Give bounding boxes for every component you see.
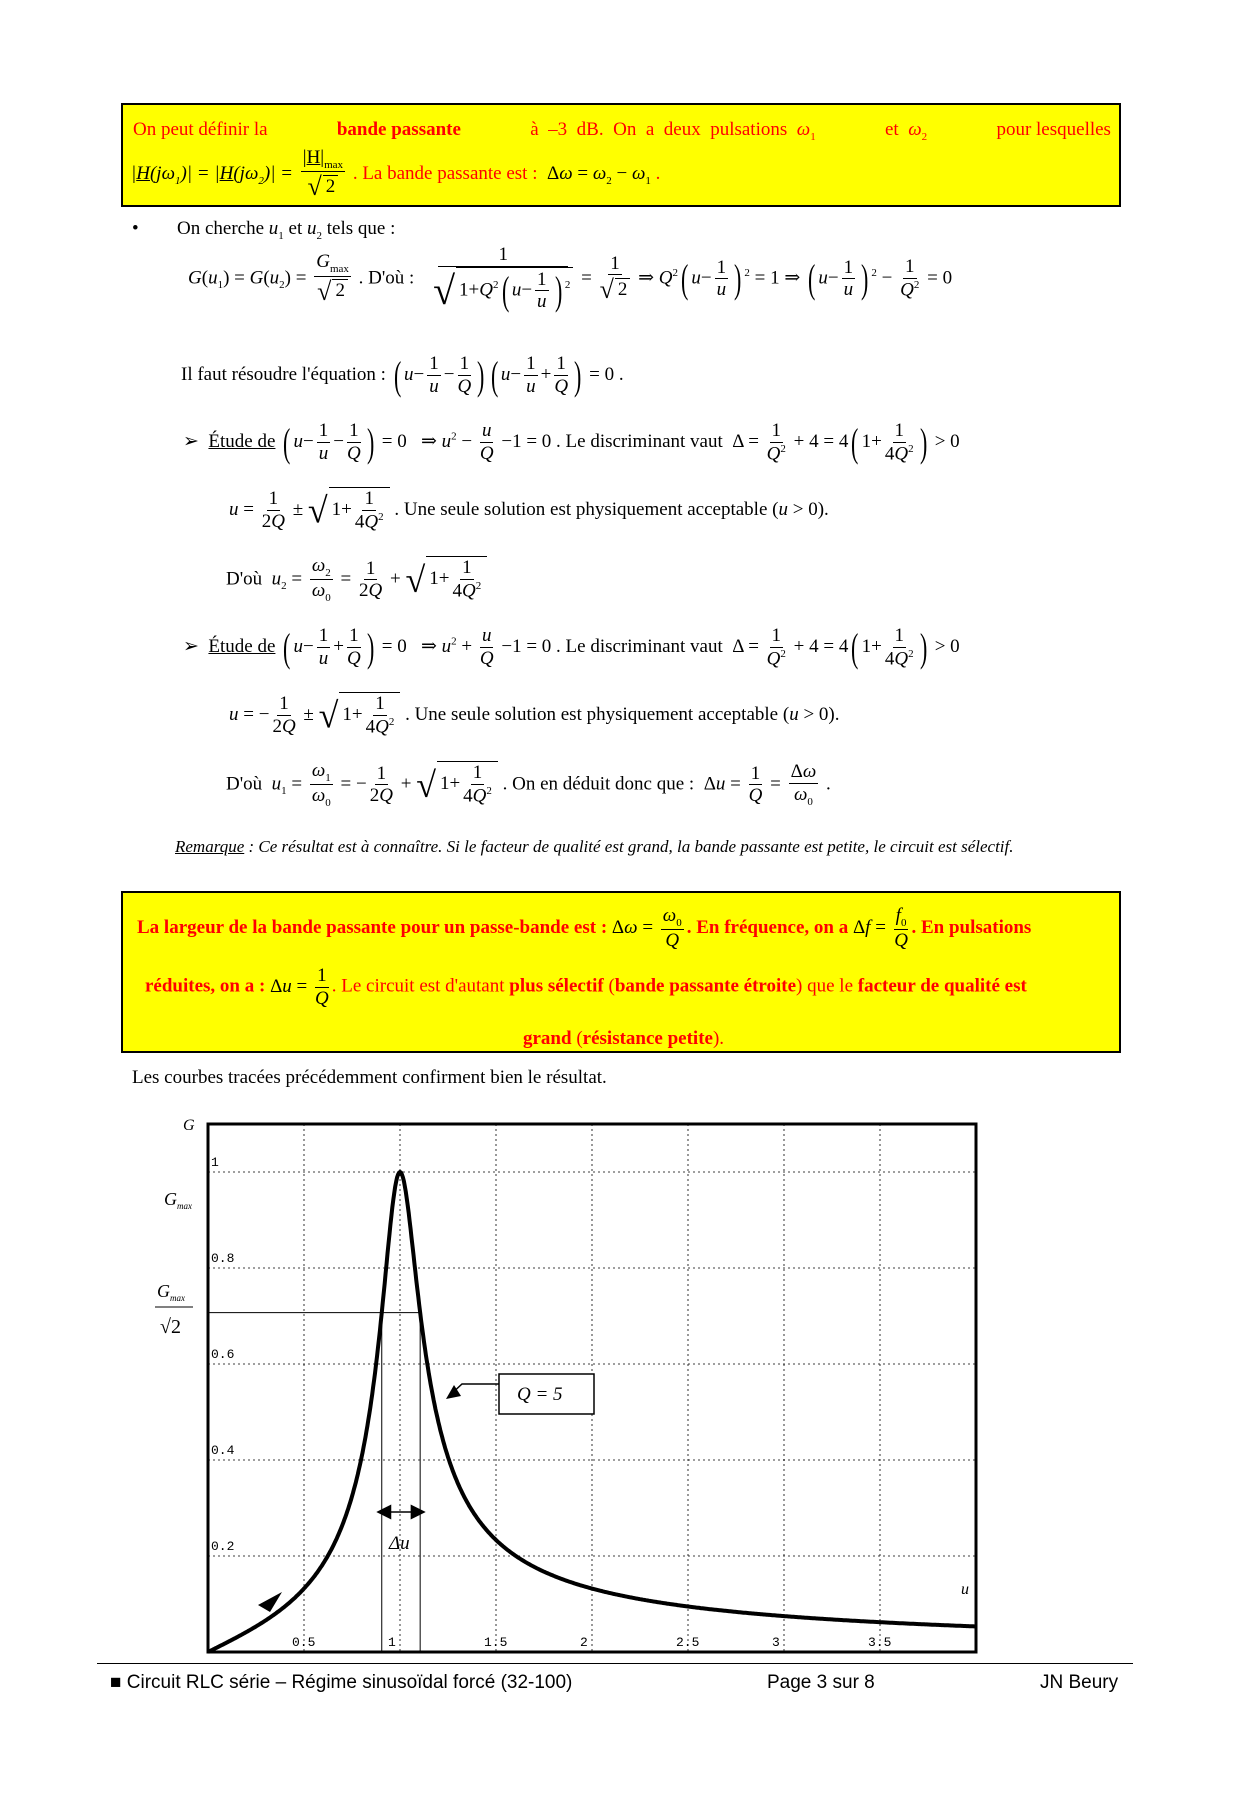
y-tick-label: 0.4 (211, 1443, 235, 1458)
summary-l2-d: ( (608, 975, 615, 997)
summary-l1-b: . En fréquence, on a (686, 917, 849, 938)
remark-label: Remarque (175, 837, 245, 856)
summary-l3-c: résistance petite (582, 1028, 713, 1049)
resolve-label: Il faut résoudre l'équation : (181, 363, 386, 385)
x-tick-label: 2 (580, 1635, 588, 1650)
summary-l1-a: La largeur de la bande passante pour un passe-bande est : (137, 917, 608, 938)
x-tick-label: 3 (772, 1635, 780, 1650)
x-tick-label: 1 (388, 1635, 396, 1650)
bullet-dot: • (132, 218, 139, 239)
etude1-dou: D'où $u_2$ = $\frac{\omega_2}{\omega_0}$ = $\frac{1}{2Q}$ + √ 1+ $\frac{1}{4Q^2}$ (226, 555, 487, 605)
equation-1: $G(u_1) = G(u_2)$ = $\frac{G_{max}}{√ 2}$ . D'où : 1 √ $1+Q^2$( u− $\frac{1}{u}$ ) $^2$ = $\frac{1}{√ 2}$ ⇒ $Q^2$( u− $\frac{1}{u}$ ) $^2$ = 1 ⇒ ( u− $\frac{1}{u}$ ) $^2$ − $\frac{1}{Q^2}$ = 0 (188, 244, 953, 313)
summary-l2-b: . Le circuit est d'autant (331, 975, 505, 997)
remark (175, 837, 1014, 857)
footer-center: Page 3 sur 8 (767, 1672, 875, 1693)
summary-l1-c: . En pulsations (911, 917, 1032, 938)
x-axis-label: u (961, 1581, 969, 1598)
caption: Les courbes tracées précédemment confirment bien le résultat. (132, 1067, 607, 1088)
summary-l2-c: plus sélectif (509, 975, 604, 997)
definition-box (121, 103, 1121, 207)
summary-line-2: réduites, on a : Δu = $\frac{1}{Q}$ . Le circuit est d'autant plus sélectif (bande passante étroite) que le facteur de qualité est (145, 965, 1027, 1009)
y-tick-label: 0.8 (211, 1251, 235, 1266)
x-tick-label: 2.5 (676, 1635, 700, 1650)
etude2-solution: u = − $\frac{1}{2Q}$ ± √ 1+ $\frac{1}{4Q^2}$ . Une seule solution est physiquement acceptable (u > 0). (229, 693, 840, 738)
etude1-sol-text: . Une seule solution est physiquement acceptable (u > 0). (394, 498, 829, 520)
x-tick-label: 3.5 (868, 1635, 892, 1650)
curve-direction-arrow (258, 1592, 282, 1612)
remark-text: : Ce résultat est à connaître. Si le facteur de qualité est grand, la bande passante est petite, le circuit est sélectif. (244, 837, 1014, 856)
x-tick-label: 1.5 (484, 1635, 508, 1650)
y-tick-label: 0.2 (211, 1539, 235, 1554)
summary-line-3 (523, 1028, 724, 1050)
footer-rule (97, 1663, 1133, 1664)
footer-left: ■ Circuit RLC série – Régime sinusoïdal forcé (32-100) (110, 1672, 573, 1693)
summary-l2-f: ) que le (796, 975, 854, 997)
etude2-dou: D'où $u_1$ = $\frac{\omega_1}{\omega_0}$ = − $\frac{1}{2Q}$ + √ 1+ $\frac{1}{4Q^2}$ . On en déduit donc que : Δu = $\frac{1}{Q}$ = $\frac{\Delta\omega}{\omega_0}$ . (226, 760, 831, 810)
gmax-sqrt2-num: $G_{max}$ (157, 1281, 185, 1303)
bullet-intro: On cherche $u_1$ et $u_2$ tels que : (177, 218, 396, 242)
q-label: Q = 5 (517, 1384, 563, 1405)
y-axis-label: G (183, 1117, 195, 1134)
definition-line-1 (133, 119, 1111, 143)
def-text-c: et $\omega_2$ (885, 119, 928, 143)
definition-line-2: $|H(j\omega_1)| = |H(j\omega_2)|$ = $\frac{|H|_{max}}{√ 2}$ . La bande passante est : $\Delta\omega = \omega_2 - \omega_1$ . (131, 147, 661, 202)
summary-line-1: La largeur de la bande passante pour un passe-bande est : Δω = $\frac{\omega_0}{Q}$ . En fréquence, on a Δf = $\frac{f_0}{Q}$ . En pulsations (137, 905, 1032, 952)
etude2-line: ➢ Étude de ( u− $\frac{1}{u}$ + $\frac{1}{Q}$ ) = 0 ⇒ $u^2$ + $\frac{u}{Q}$ −1 = 0 . Le discriminant vaut Δ = $\frac{1}{Q^2}$ + 4 = 4( 1+ $\frac{1}{4Q^2}$ ) > 0 (183, 625, 960, 670)
etude2-label: Étude de (208, 635, 276, 657)
etude1-label: Étude de (208, 430, 276, 452)
summary-l2-e: bande passante étroite (614, 975, 797, 997)
gmax-sqrt2-den: √2 (160, 1316, 181, 1338)
summary-l2-a: réduites, on a : (145, 975, 266, 997)
def-text-d: pour lesquelles (996, 119, 1111, 140)
delta-u-label: Δu (389, 1533, 410, 1554)
gmax-label: $G_{max}$ (164, 1189, 192, 1211)
summary-l3-d: ). (712, 1028, 725, 1049)
resolve-line: Il faut résoudre l'équation : ( u− $\frac{1}{u}$ − $\frac{1}{Q}$ ) ( u− $\frac{1}{u}$ + $\frac{1}{Q}$ ) = 0 . (181, 353, 624, 398)
summary-l3-b: ( (576, 1028, 583, 1049)
footer-right: JN Beury (1040, 1672, 1119, 1693)
x-tick-label: 0.5 (292, 1635, 316, 1650)
def-line2-text: . La bande passante est : $\Delta\omega = \omega_2 - \omega_1$ . (352, 163, 661, 187)
summary-l2-g: facteur de qualité est (857, 975, 1027, 997)
def-text-b: à –3 dB. On a deux pulsations $\omega_1$ (530, 119, 816, 143)
def-text-a: On peut définir la (133, 119, 268, 140)
gain-chart (0, 1100, 1240, 1800)
etude1-line: ➢ Étude de ( u− $\frac{1}{u}$ − $\frac{1}{Q}$ ) = 0 ⇒ $u^2$ − $\frac{u}{Q}$ −1 = 0 . Le discriminant vaut Δ = $\frac{1}{Q^2}$ + 4 = 4( 1+ $\frac{1}{4Q^2}$ ) > 0 (183, 420, 960, 465)
y-tick-label: 1 (211, 1155, 219, 1170)
etude1-solution: u = $\frac{1}{2Q}$ ± √ 1+ $\frac{1}{4Q^2}$ . Une seule solution est physiquement acceptable (u > 0). (229, 488, 829, 533)
etude2-sol-text: . Une seule solution est physiquement acceptable (u > 0). (405, 703, 840, 725)
y-tick-label: 0.6 (211, 1347, 235, 1362)
summary-l3-a: grand (523, 1028, 572, 1049)
summary-box (121, 891, 1121, 1053)
def-bold-bande: bande passante (336, 119, 461, 140)
